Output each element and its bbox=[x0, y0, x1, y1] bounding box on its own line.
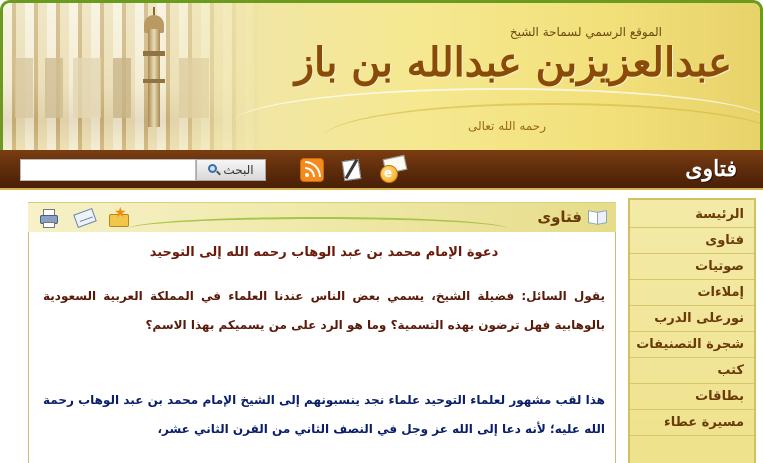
sidebar-item-home[interactable]: الرئيسة bbox=[630, 202, 754, 228]
book-icon bbox=[588, 209, 608, 225]
toolbar bbox=[0, 150, 763, 190]
site-mercy-phrase: رحمه الله تعالى bbox=[467, 119, 546, 133]
fatwa-content bbox=[28, 232, 616, 463]
site-banner bbox=[0, 0, 763, 150]
fatwa-question: يقول السائل: فضيلة الشيخ، يسمي بعض الناس عندنا العلماء في المملكة العربية السعودية بالوهابية فهل ترضون بهذه التسمية؟ وما هو الرد على من يسميكم بهذا الاسم؟ bbox=[43, 289, 605, 332]
rss-icon[interactable] bbox=[300, 158, 324, 182]
email-icon[interactable]: e bbox=[378, 155, 408, 185]
sidebar-item-books[interactable]: كتب bbox=[630, 358, 754, 384]
search-icon bbox=[208, 164, 220, 176]
favorites-icon[interactable]: ★ bbox=[108, 207, 130, 229]
section-title: فتاوى bbox=[685, 156, 737, 182]
notepad-icon[interactable] bbox=[340, 158, 364, 182]
sidebar-item-noor-ala-aldarb[interactable]: نورعلى الدرب bbox=[630, 306, 754, 332]
sidebar-item-fatwas[interactable]: فتاوى bbox=[630, 228, 754, 254]
main-area bbox=[0, 192, 763, 463]
print-icon[interactable] bbox=[38, 207, 60, 229]
site-title[interactable]: عبدالعزيزبن عبدالله بن باز bbox=[294, 39, 732, 86]
search-button[interactable] bbox=[196, 159, 266, 181]
city-skyline bbox=[3, 58, 253, 118]
fatwa-answer: هذا لقب مشهور لعلماء التوحيد علماء نجد ينسبونهم إلى الشيخ الإمام محمد بن عبد الوهاب رحمة الله عليه؛ لأنه دعا إلى الله عز وجل في النصف الثاني من القرن الثاني عشر، bbox=[43, 393, 605, 436]
city-photo bbox=[3, 3, 263, 150]
content-header bbox=[28, 202, 616, 232]
sidebar-nav bbox=[628, 198, 756, 463]
sidebar-item-category-tree[interactable]: شجرة التصنيفات bbox=[630, 332, 754, 358]
fatwa-title: دعوة الإمام محمد بن عبد الوهاب رحمه الله إلى التوحيد bbox=[149, 245, 499, 260]
search-button-label: البحث bbox=[223, 163, 254, 177]
sidebar-item-audio[interactable]: صوتيات bbox=[630, 254, 754, 280]
search-input[interactable] bbox=[20, 159, 196, 181]
sidebar-item-cards[interactable]: بطاقات bbox=[630, 384, 754, 410]
sidebar-item-dictations[interactable]: إملاءات bbox=[630, 280, 754, 306]
site-subtitle: الموقع الرسمي لسماحة الشيخ bbox=[509, 25, 662, 39]
content-header-title: فتاوى bbox=[537, 208, 582, 226]
send-to-friend-icon[interactable] bbox=[74, 207, 96, 229]
minaret-image bbox=[141, 7, 167, 127]
sidebar-item-biography[interactable]: مسيرة عطاء bbox=[630, 410, 754, 436]
